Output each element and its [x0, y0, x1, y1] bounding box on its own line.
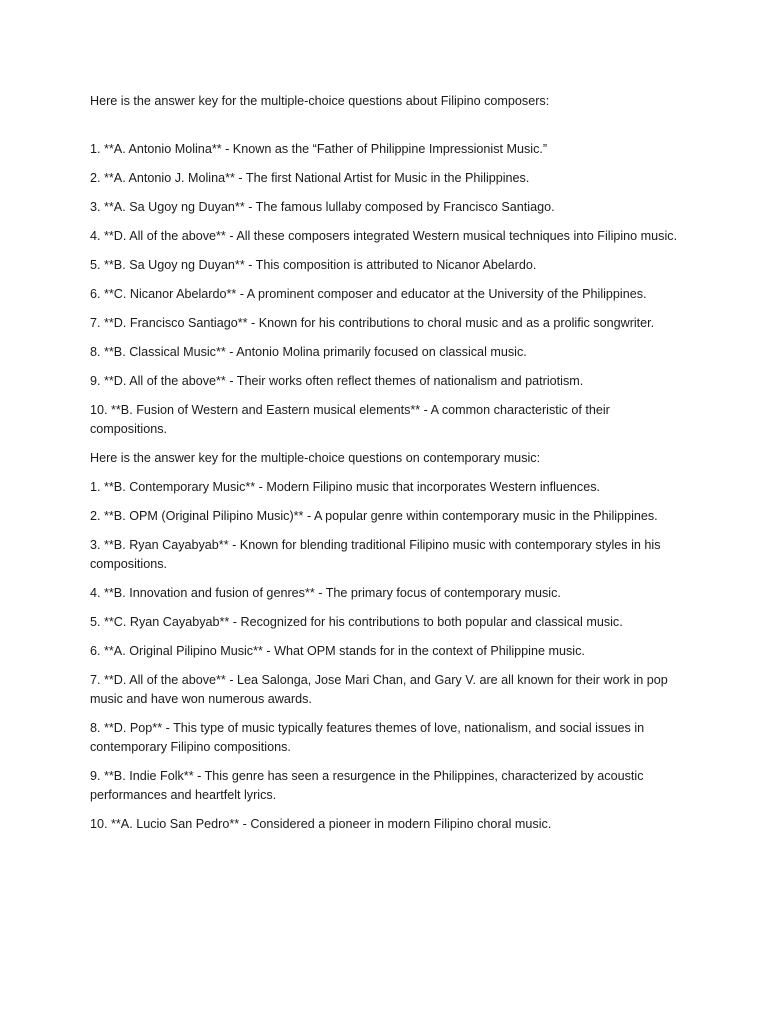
- list-item: 4. **B. Innovation and fusion of genres** - The primary focus of contemporary music.: [90, 586, 561, 600]
- intro-contemporary: Here is the answer key for the multiple-choice questions on contemporary music:: [90, 451, 541, 465]
- list-item: 2. **B. OPM (Original Pilipino Music)** - A popular genre within contemporary music in the Philippines.: [90, 509, 658, 523]
- intro-composers: Here is the answer key for the multiple-choice questions about Filipino composers:: [90, 94, 550, 108]
- list-item: 8. **B. Classical Music** - Antonio Molina primarily focused on classical music.: [90, 345, 527, 359]
- list-item: 9. **D. All of the above** - Their works often reflect themes of nationalism and patriotism.: [90, 374, 584, 388]
- list-item: 3. **B. Ryan Cayabyab** - Known for blending traditional Filipino music with contemporary styles in his compositions.: [90, 538, 661, 571]
- list-item: 7. **D. Francisco Santiago** - Known for his contributions to choral music and as a prolific songwriter.: [90, 316, 655, 330]
- list-item: 6. **C. Nicanor Abelardo** - A prominent composer and educator at the University of the Philippines.: [90, 287, 647, 301]
- list-item: 8. **D. Pop** - This type of music typically features themes of love, nationalism, and social issues in contemporary Filipino compositions.: [90, 721, 645, 754]
- contemporary-answer-list: [90, 478, 690, 834]
- list-item: 7. **D. All of the above** - Lea Salonga, Jose Mari Chan, and Gary V. are all known for their work in pop music and have won numerous awards.: [90, 673, 668, 706]
- list-item: 10. **A. Lucio San Pedro** - Considered a pioneer in modern Filipino choral music.: [90, 817, 552, 831]
- document-body: [90, 92, 690, 844]
- list-item: 5. **C. Ryan Cayabyab** - Recognized for his contributions to both popular and classical music.: [90, 615, 623, 629]
- composers-answer-list: [90, 140, 690, 439]
- list-item: 4. **D. All of the above** - All these composers integrated Western musical techniques into Filipino music.: [90, 229, 678, 243]
- list-item: 1. **B. Contemporary Music** - Modern Filipino music that incorporates Western influences.: [90, 480, 601, 494]
- list-item: 5. **B. Sa Ugoy ng Duyan** - This composition is attributed to Nicanor Abelardo.: [90, 258, 537, 272]
- list-item: 6. **A. Original Pilipino Music** - What OPM stands for in the context of Philippine music.: [90, 644, 585, 658]
- list-item: 2. **A. Antonio J. Molina** - The first National Artist for Music in the Philippines.: [90, 171, 530, 185]
- list-item: 1. **A. Antonio Molina** - Known as the “Father of Philippine Impressionist Music.”: [90, 142, 548, 156]
- list-item: 3. **A. Sa Ugoy ng Duyan** - The famous lullaby composed by Francisco Santiago.: [90, 200, 555, 214]
- list-item: 10. **B. Fusion of Western and Eastern musical elements** - A common characteristic of their compositions.: [90, 403, 610, 436]
- list-item: 9. **B. Indie Folk** - This genre has seen a resurgence in the Philippines, characterized by acoustic performances and heartfelt lyrics.: [90, 769, 644, 802]
